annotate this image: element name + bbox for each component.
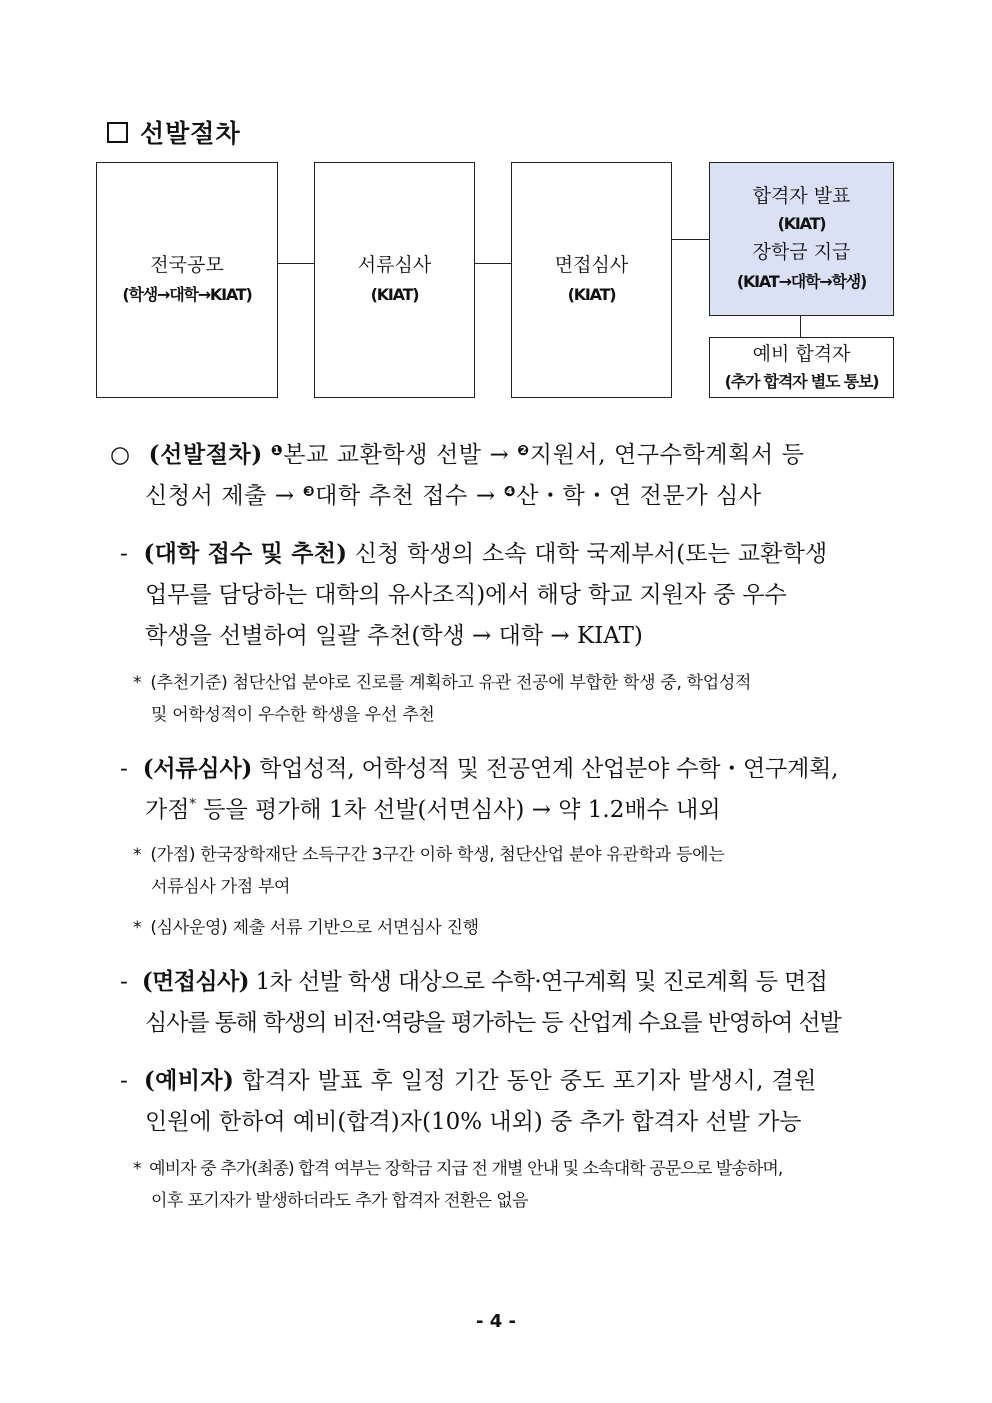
doc-line2: [145, 791, 721, 824]
flow-connector: [672, 239, 709, 240]
section-title: [107, 114, 241, 150]
flow-box-label: 전국공모: [150, 254, 224, 276]
univ-line3: 학생을 선별하여 일괄 추천(학생 → 대학 → KIAT): [145, 623, 643, 649]
section-title-text: 선발절차: [140, 119, 241, 148]
paragraph-text: 가점: [145, 797, 190, 823]
number-4-icon: ❹: [503, 484, 517, 500]
flow-box-sublabel: (KIAT): [777, 214, 826, 233]
note-asterisk: *: [133, 1159, 141, 1179]
note-asterisk: *: [133, 845, 142, 865]
flow-box-label: 서류심사: [357, 254, 432, 276]
flow-box-sublabel: (추가 합격자 별도 통보): [724, 371, 879, 391]
flow-box-reserve: [709, 337, 894, 398]
note-asterisk: *: [133, 673, 142, 693]
paragraph-text: 신청서 제출 →: [145, 483, 303, 509]
flow-box-public-call: [96, 162, 278, 398]
doc-note-line2: 서류심사 가점 부여: [151, 877, 291, 897]
note-text: (추천기준) 첨단산업 분야로 진로를 계획하고 유관 전공에 부합한 학생 중, 학업성적: [150, 673, 752, 693]
interview-line2: 심사를 통해 학생의 비전·역량을 평가하는 등 산업계 수요를 반영하여 선발: [145, 1010, 841, 1036]
main-bullet-line2: [145, 477, 762, 510]
paragraph-text: 학업성적, 어학성적 및 전공연계 산업분야 수학・연구계획,: [252, 756, 839, 782]
paragraph-label: (대학 접수 및 추천): [143, 540, 348, 567]
univ-note-line2: 및 어학성적이 우수한 학생을 우선 추천: [151, 705, 435, 725]
paragraph-text: 지원서, 연구수학계획서 등: [529, 442, 805, 468]
reserve-line1: [120, 1062, 817, 1095]
flow-box-sublabel: (KIAT→대학→학생): [736, 272, 867, 291]
flow-box-label: 면접심사: [554, 254, 629, 276]
page-number: - 4 -: [476, 1311, 516, 1332]
note-text: (가점) 한국장학재단 소득구간 3구간 이하 학생, 첨단산업 분야 유관학과 등에는: [150, 845, 725, 865]
univ-note-line1: [133, 668, 751, 693]
flow-box-interview: [511, 162, 672, 398]
main-bullet-line1: [110, 436, 805, 469]
flow-connector: [475, 263, 511, 264]
flow-box-sublabel: (KIAT): [370, 285, 419, 304]
number-2-icon: ❷: [517, 443, 530, 459]
doc-line1: [120, 750, 838, 783]
doc-note-line1: [133, 840, 724, 865]
flow-box-label: 합격자 발표: [752, 185, 851, 207]
paragraph-text: 신청 학생의 소속 대학 국제부서(또는 교환학생: [347, 541, 828, 567]
footnote-marker: *: [189, 797, 196, 812]
paragraph-text: 등을 평가해 1차 선발(서면심사) → 약 1.2배수 내외: [195, 797, 721, 823]
reserve-note-line2: 이후 포기자가 발생하더라도 추가 합격자 전환은 없음: [151, 1191, 528, 1211]
reserve-line2: 인원에 한하여 예비(합격)자(10% 내외) 중 추가 합격자 선발 가능: [145, 1109, 802, 1135]
flow-box-announcement: [709, 162, 894, 316]
interview-line1: [120, 963, 827, 996]
flow-connector: [800, 316, 801, 337]
paragraph-text: 산・학・연 전문가 심사: [516, 483, 762, 509]
paragraph-label: (서류심사): [142, 755, 253, 782]
number-3-icon: ❸: [302, 484, 316, 500]
note-text: 예비자 중 추가(최종) 합격 여부는 장학금 지급 전 개별 안내 및 소속대학 공문으로 발송하며,: [149, 1159, 783, 1179]
number-1-icon: ❶: [270, 443, 284, 459]
paragraph-text: 본교 교환학생 선발 →: [283, 442, 518, 468]
checkbox-square-icon: [107, 122, 128, 143]
univ-line2: 업무를 담당하는 대학의 유사조직)에서 해당 학교 지원자 중 우수: [145, 582, 787, 608]
paragraph-text: 대학 추천 접수 →: [315, 483, 504, 509]
circle-bullet-icon: ○: [110, 442, 131, 468]
flow-box-document-review: [314, 162, 475, 398]
note-asterisk: *: [133, 918, 142, 938]
dash-bullet: -: [120, 541, 128, 567]
paragraph-text: 1차 선발 학생 대상으로 수학·연구계획 및 진로계획 등 면접: [248, 969, 828, 995]
dash-bullet: -: [120, 1068, 129, 1094]
reserve-note-line1: [133, 1154, 782, 1179]
flow-box-label: 장학금 지급: [752, 241, 851, 263]
paragraph-text: 합격자 발표 후 일정 기간 동안 중도 포기자 발생시, 결원: [234, 1068, 817, 1094]
paragraph-label: (면접심사): [141, 968, 249, 995]
flow-connector: [278, 263, 314, 264]
doc-note-line3: [133, 913, 479, 938]
dash-bullet: -: [120, 756, 128, 782]
flow-box-label: 예비 합격자: [752, 342, 851, 365]
paragraph-label: (예비자): [143, 1067, 235, 1094]
flow-box-sublabel: (학생→대학→KIAT): [122, 285, 252, 304]
dash-bullet: -: [120, 969, 128, 995]
flow-box-sublabel: (KIAT): [567, 285, 616, 304]
note-text: (심사운영) 제출 서류 기반으로 서면심사 진행: [150, 918, 479, 938]
univ-line1: [120, 535, 827, 568]
paragraph-label: (선발절차): [148, 441, 263, 468]
